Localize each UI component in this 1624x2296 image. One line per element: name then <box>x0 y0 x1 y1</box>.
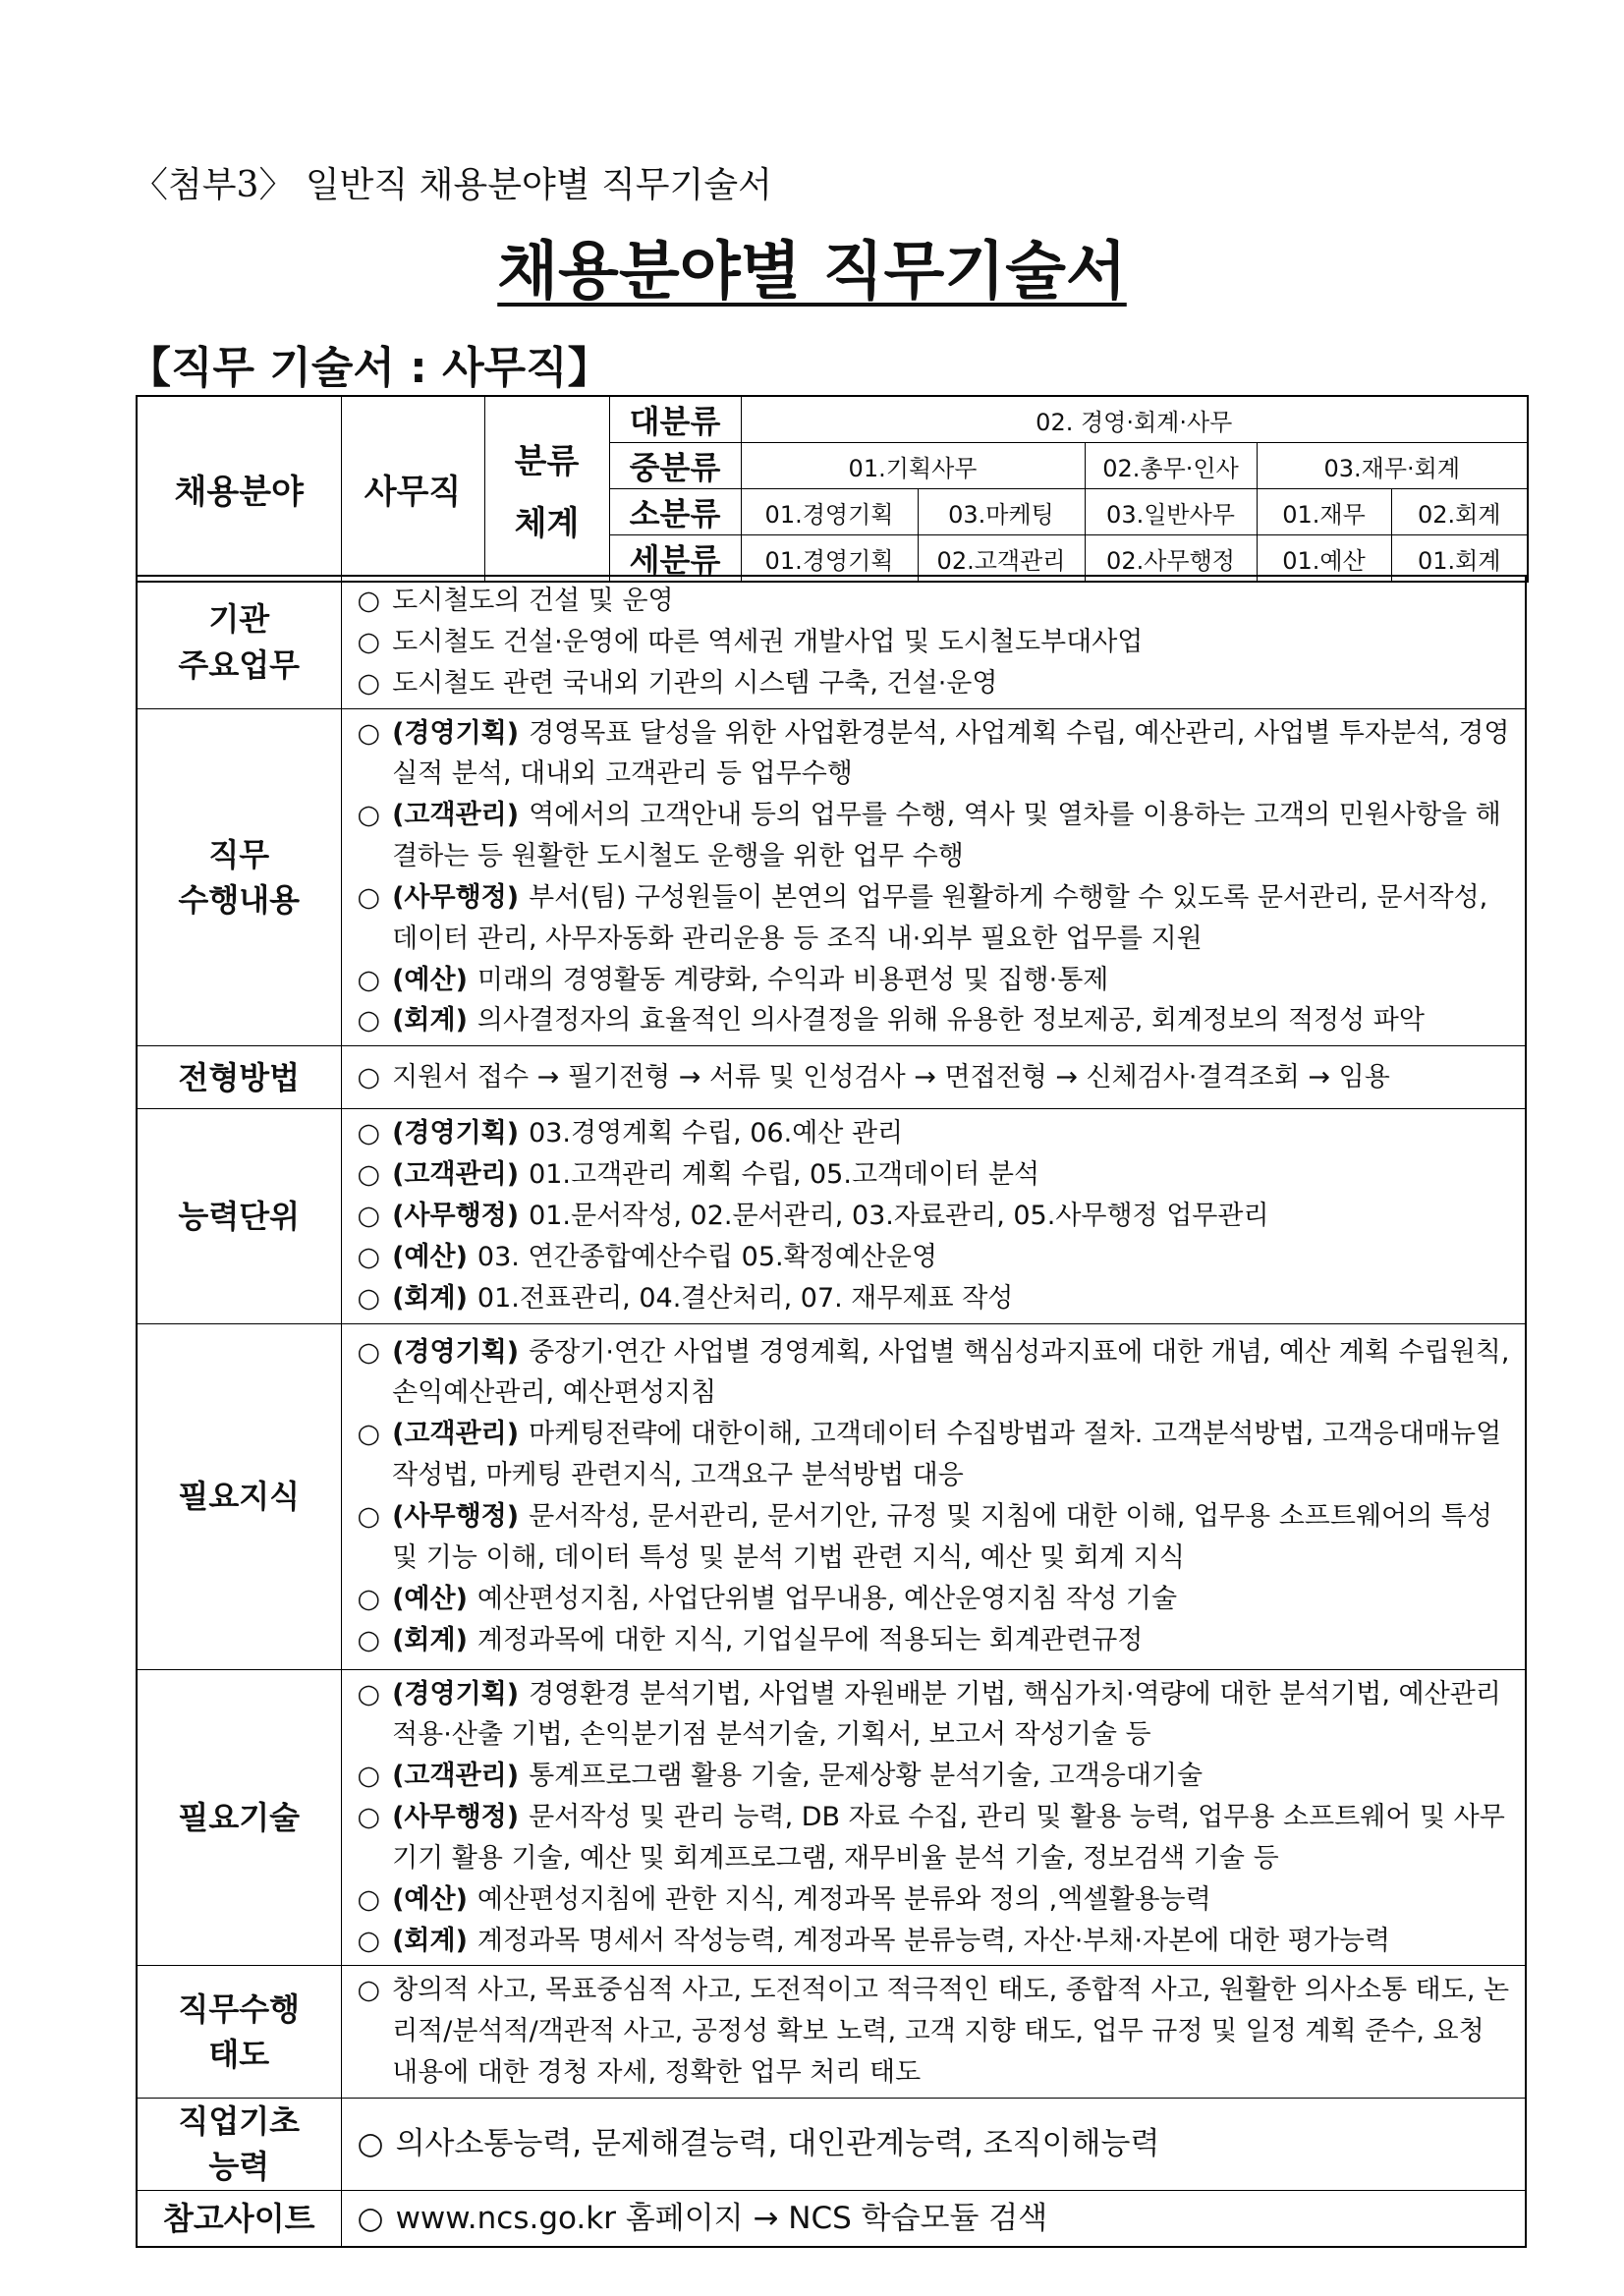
circle-bullet-icon: ○ <box>357 1802 381 1833</box>
row-header-line: 직무 <box>208 835 270 873</box>
middle-value: 03.재무·회계 <box>1257 443 1528 489</box>
middle-value: 02.총무·인사 <box>1085 443 1257 489</box>
bullet-text <box>392 1000 1511 1041</box>
bullet-item <box>358 1196 1512 1237</box>
circle-bullet-icon: ○ <box>357 1118 381 1149</box>
item-text: 부서(팀) 구성원들이 본연의 업무를 원활하게 수행할 수 있도록 문서관리, 문서작성, 데이터 관리, 사무자동화 관리운용 등 조직 내·외부 필요한 업무를 지원 <box>392 881 1488 954</box>
bullet-text <box>392 1154 1511 1196</box>
row-content <box>341 2098 1526 2190</box>
minor-value: 02.회계 <box>1391 489 1528 535</box>
item-text: 의사결정자의 효율적인 의사결정을 위해 유용한 정보제공, 회계정보의 적정성 파악 <box>476 1005 1425 1036</box>
bullet-text <box>392 1674 1511 1757</box>
circle-bullet-icon: ○ <box>357 1883 381 1915</box>
bullet-item <box>358 877 1512 960</box>
bullet-item <box>358 1278 1512 1319</box>
system-label-2: 체계 <box>514 503 580 543</box>
bullet-item <box>358 1237 1512 1278</box>
category-tag: (고객관리) <box>392 800 520 831</box>
detail-label: 세분류 <box>609 535 741 583</box>
item-text: 계정과목에 대한 지식, 기업실무에 적용되는 회계관련규정 <box>476 1624 1144 1655</box>
category-tag: (경영기획) <box>392 1678 520 1709</box>
circle-bullet-icon: ○ <box>357 667 381 699</box>
bullet-item <box>358 1921 1512 1962</box>
item-text: 도시철도 관련 국내외 기관의 시스템 구축, 건설·운영 <box>392 667 998 699</box>
bullet-item <box>358 1579 1512 1620</box>
circle-bullet-icon: ○ <box>357 1975 381 2006</box>
row-header-line: 주요업무 <box>178 645 301 684</box>
bullet-item <box>358 1414 1512 1496</box>
row-header-line: 능력단위 <box>178 1197 301 1235</box>
bullet-text <box>392 663 1511 704</box>
item-text[interactable]: www.ncs.go.kr 홈페이지 → NCS 학습모듈 검색 <box>395 2200 1048 2236</box>
bullet-text <box>392 1196 1511 1237</box>
category-tag: (경영기획) <box>392 1336 520 1368</box>
row-content <box>341 1323 1526 1669</box>
document-title-wrap <box>0 221 1624 311</box>
bullet-item <box>358 1332 1512 1415</box>
bullet-item <box>358 1620 1512 1661</box>
item-text: 01.고객관리 계획 수립, 05.고객데이터 분석 <box>529 1159 1040 1191</box>
circle-bullet-icon: ○ <box>357 626 381 657</box>
category-tag: (회계) <box>392 1005 468 1036</box>
row-knowledge <box>137 1323 1526 1669</box>
bullet-text <box>392 622 1511 663</box>
minor-value: 01.재무 <box>1257 489 1391 535</box>
circle-bullet-icon: ○ <box>357 964 381 995</box>
row-content <box>341 1966 1526 2099</box>
item-text: 역에서의 고객안내 등의 업무를 수행, 역사 및 열차를 이용하는 고객의 민원사항을 해결하는 등 원활한 도시철도 운행을 위한 업무 수행 <box>392 800 1501 872</box>
row-header-line: 기관 <box>208 600 270 639</box>
bullet-text <box>392 1237 1511 1278</box>
category-tag: (회계) <box>392 1282 468 1314</box>
bullet-item <box>358 1496 1512 1579</box>
job-description-table <box>136 575 1527 2248</box>
bullet-text <box>392 1057 1511 1098</box>
row-header-line: 필요지식 <box>178 1477 301 1515</box>
row-header <box>137 1669 341 1966</box>
item-text: 계정과목 명세서 작성능력, 계정과목 분류능력, 자산·부채·자본에 대한 평가능력 <box>476 1925 1390 1956</box>
bullet-item <box>358 1970 1512 2094</box>
bullet-item <box>358 1154 1512 1196</box>
item-text: 미래의 경영활동 계량화, 수익과 비용편성 및 집행·통제 <box>476 964 1109 995</box>
row-header <box>137 1966 341 2099</box>
row-header <box>137 1046 341 1109</box>
item-text: 예산편성지침, 사업단위별 업무내용, 예산운영지침 작성 기술 <box>476 1583 1178 1614</box>
bullet-text <box>392 581 1511 622</box>
minor-value: 01.경영기획 <box>741 489 918 535</box>
attachment-label: 〈첨부3〉 일반직 채용분야별 직무기술서 <box>133 165 772 205</box>
section-title: 【직무 기술서 : 사무직】 <box>128 343 611 393</box>
row-header-line: 필요기술 <box>178 1798 301 1836</box>
row-skills <box>137 1669 1526 1966</box>
row-basic-abilities <box>137 2098 1526 2190</box>
row-competency-units <box>137 1109 1526 1323</box>
item-text: 03. 연간종합예산수립 05.확정예산운영 <box>476 1241 938 1272</box>
bullet-text <box>392 1332 1511 1415</box>
bullet-text <box>396 2195 1511 2242</box>
bullet-item <box>358 1000 1512 1041</box>
category-tag: (고객관리) <box>392 1159 520 1191</box>
item-text: 지원서 접수 → 필기전형 → 서류 및 인성검사 → 면접전형 → 신체검사·결격조회 → 임용 <box>392 1061 1390 1092</box>
category-tag: (예산) <box>392 1883 468 1915</box>
circle-bullet-icon: ○ <box>357 1419 381 1450</box>
bullet-item <box>358 2120 1512 2167</box>
bullet-text <box>392 795 1511 877</box>
circle-bullet-icon: ○ <box>357 881 381 913</box>
circle-bullet-icon: ○ <box>357 1061 381 1092</box>
row-content <box>341 2190 1526 2247</box>
circle-bullet-icon: ○ <box>357 1159 381 1191</box>
circle-bullet-icon: ○ <box>357 1583 381 1614</box>
detail-value: 01.회계 <box>1391 535 1528 583</box>
item-text: 의사소통능력, 문제해결능력, 대인관계능력, 조직이해능력 <box>395 2126 1160 2162</box>
major-value: 02. 경영·회계·사무 <box>741 396 1528 443</box>
circle-bullet-icon: ○ <box>357 1925 381 1956</box>
item-text: 문서작성 및 관리 능력, DB 자료 수집, 관리 및 활용 능력, 업무용 소프트웨어 및 사무기기 활용 기술, 예산 및 회계프로그램, 재무비율 분석 기술, 정보검색 기술 등 <box>392 1802 1505 1874</box>
bullet-item <box>358 2195 1512 2242</box>
circle-bullet-icon: ○ <box>357 1678 381 1709</box>
row-header-line: 직무수행 <box>178 1989 301 2028</box>
bullet-item <box>358 581 1512 622</box>
item-text: 도시철도의 건설 및 운영 <box>392 586 674 616</box>
row-header-line: 수행내용 <box>178 880 301 919</box>
middle-value: 01.기획사무 <box>741 443 1085 489</box>
item-text: 01.문서작성, 02.문서관리, 03.자료관리, 05.사무행정 업무관리 <box>529 1200 1269 1231</box>
row-selection <box>137 1046 1526 1109</box>
job-description-body <box>137 576 1526 2247</box>
detail-value: 02.사무행정 <box>1085 535 1257 583</box>
field-value: 사무직 <box>341 396 484 582</box>
circle-bullet-icon: ○ <box>357 1282 381 1314</box>
row-header <box>137 576 341 708</box>
circle-bullet-icon: ○ <box>357 2200 384 2236</box>
row-duties <box>137 576 1526 708</box>
bullet-text <box>392 960 1511 1001</box>
item-text: 문서작성, 문서관리, 문서기안, 규정 및 지침에 대한 이해, 업무용 소프트웨어의 특성 및 기능 이해, 데이터 특성 및 분석 기법 관련 지식, 예산 및 회계 지식 <box>392 1501 1492 1573</box>
bullet-item <box>358 1756 1512 1797</box>
row-header <box>137 2098 341 2190</box>
category-tag: (예산) <box>392 964 468 995</box>
middle-label: 중분류 <box>609 443 741 489</box>
bullet-text <box>392 1756 1511 1797</box>
detail-value: 02.고객관리 <box>918 535 1085 583</box>
row-header-line: 참고사이트 <box>162 2199 315 2237</box>
item-text: 마케팅전략에 대한이해, 고객데이터 수집방법과 절차. 고객분석방법, 고객응대매뉴얼 작성법, 마케팅 관련지식, 고객요구 분석방법 대응 <box>392 1419 1502 1491</box>
bullet-text <box>392 1797 1511 1879</box>
row-header <box>137 708 341 1046</box>
category-tag: (회계) <box>392 1925 468 1956</box>
bullet-text <box>392 1879 1511 1921</box>
item-text: 통계프로그램 활용 기술, 문제상황 분석기술, 고객응대기술 <box>529 1761 1204 1792</box>
bullet-item <box>358 960 1512 1001</box>
bullet-text <box>392 877 1511 960</box>
row-content <box>341 576 1526 708</box>
category-tag: (고객관리) <box>392 1419 520 1450</box>
classification-table <box>136 395 1529 583</box>
bullet-text <box>396 2120 1511 2167</box>
row-content <box>341 708 1526 1046</box>
minor-value: 03.마케팅 <box>918 489 1085 535</box>
row-job-tasks <box>137 708 1526 1046</box>
item-text: 창의적 사고, 목표중심적 사고, 도전적이고 적극적인 태도, 종합적 사고, 원활한 의사소통 태도, 논리적/분석적/객관적 사고, 공정성 확보 노력, 고객 지향 태도, 업무 규정 및 일정 계획 준수, 요청 내용에 대한 경청 자세, 정확한 업무 처리 태도 <box>392 1975 1510 2089</box>
item-text: 03.경영계획 수립, 06.예산 관리 <box>529 1118 904 1149</box>
circle-bullet-icon: ○ <box>357 1241 381 1272</box>
item-text: 경영목표 달성을 위한 사업환경분석, 사업계획 수립, 예산관리, 사업별 투자분석, 경영실적 분석, 대내외 고객관리 등 업무수행 <box>392 717 1510 790</box>
category-tag: (사무행정) <box>392 1802 520 1833</box>
bullet-text <box>392 713 1511 796</box>
bullet-item <box>358 1879 1512 1921</box>
minor-value: 03.일반사무 <box>1085 489 1257 535</box>
circle-bullet-icon: ○ <box>357 1336 381 1368</box>
item-text: 도시철도 건설·운영에 따른 역세권 개발사업 및 도시철도부대사업 <box>392 626 1144 657</box>
bullet-text <box>392 1414 1511 1496</box>
bullet-item <box>358 1674 1512 1757</box>
major-label: 대분류 <box>609 396 741 443</box>
row-content <box>341 1046 1526 1109</box>
circle-bullet-icon: ○ <box>357 1761 381 1792</box>
bullet-item <box>358 1057 1512 1098</box>
category-tag: (고객관리) <box>392 1761 520 1792</box>
circle-bullet-icon: ○ <box>357 1005 381 1036</box>
circle-bullet-icon: ○ <box>357 586 381 616</box>
detail-value: 01.예산 <box>1257 535 1391 583</box>
row-header <box>137 1323 341 1669</box>
detail-value: 01.경영기획 <box>741 535 918 583</box>
bullet-text <box>392 1921 1511 1962</box>
bullet-text <box>392 1970 1511 2094</box>
item-text: 경영환경 분석기법, 사업별 자원배분 기법, 핵심가치·역량에 대한 분석기법, 예산관리 적용·산출 기법, 손익분기점 분석기술, 기획서, 보고서 작성기술 등 <box>392 1678 1501 1751</box>
bullet-item <box>358 1113 1512 1154</box>
row-reference <box>137 2190 1526 2247</box>
item-text: 01.전표관리, 04.결산처리, 07. 재무제표 작성 <box>476 1282 1014 1314</box>
document-title: 채용분야별 직무기술서 <box>497 236 1127 308</box>
circle-bullet-icon: ○ <box>357 2126 384 2162</box>
row-header-line: 태도 <box>208 2036 270 2074</box>
row-header-line: 직업기초 <box>178 2101 301 2140</box>
circle-bullet-icon: ○ <box>357 1501 381 1532</box>
bullet-item <box>358 713 1512 796</box>
circle-bullet-icon: ○ <box>357 1624 381 1655</box>
bullet-item <box>358 1797 1512 1879</box>
category-tag: (사무행정) <box>392 1200 520 1231</box>
circle-bullet-icon: ○ <box>357 1200 381 1231</box>
row-content <box>341 1109 1526 1323</box>
item-text: 중장기·연간 사업별 경영계획, 사업별 핵심성과지표에 대한 개념, 예산 계획 수립원칙, 손익예산관리, 예산편성지침 <box>392 1336 1510 1409</box>
bullet-text <box>392 1496 1511 1579</box>
circle-bullet-icon: ○ <box>357 717 381 749</box>
category-tag: (경영기획) <box>392 717 520 749</box>
category-tag: (사무행정) <box>392 1501 520 1532</box>
minor-label: 소분류 <box>609 489 741 535</box>
category-tag: (예산) <box>392 1583 468 1614</box>
system-label-1: 분류 <box>514 441 580 481</box>
bullet-text <box>392 1113 1511 1154</box>
category-tag: (경영기획) <box>392 1118 520 1149</box>
field-label: 채용분야 <box>137 396 341 582</box>
row-header-line: 능력 <box>208 2148 270 2186</box>
category-tag: (예산) <box>392 1241 468 1272</box>
bullet-item <box>358 663 1512 704</box>
category-tag: (사무행정) <box>392 881 520 913</box>
circle-bullet-icon: ○ <box>357 800 381 831</box>
row-header <box>137 1109 341 1323</box>
system-label <box>484 396 609 582</box>
row-header <box>137 2190 341 2247</box>
item-text: 예산편성지침에 관한 지식, 계정과목 분류와 정의 ,엑셀활용능력 <box>476 1883 1211 1915</box>
bullet-item <box>358 795 1512 877</box>
row-attitude <box>137 1966 1526 2099</box>
category-tag: (회계) <box>392 1624 468 1655</box>
row-content <box>341 1669 1526 1966</box>
bullet-text <box>392 1620 1511 1661</box>
row-header-line: 전형방법 <box>178 1058 301 1096</box>
bullet-item <box>358 622 1512 663</box>
bullet-text <box>392 1278 1511 1319</box>
bullet-text <box>392 1579 1511 1620</box>
